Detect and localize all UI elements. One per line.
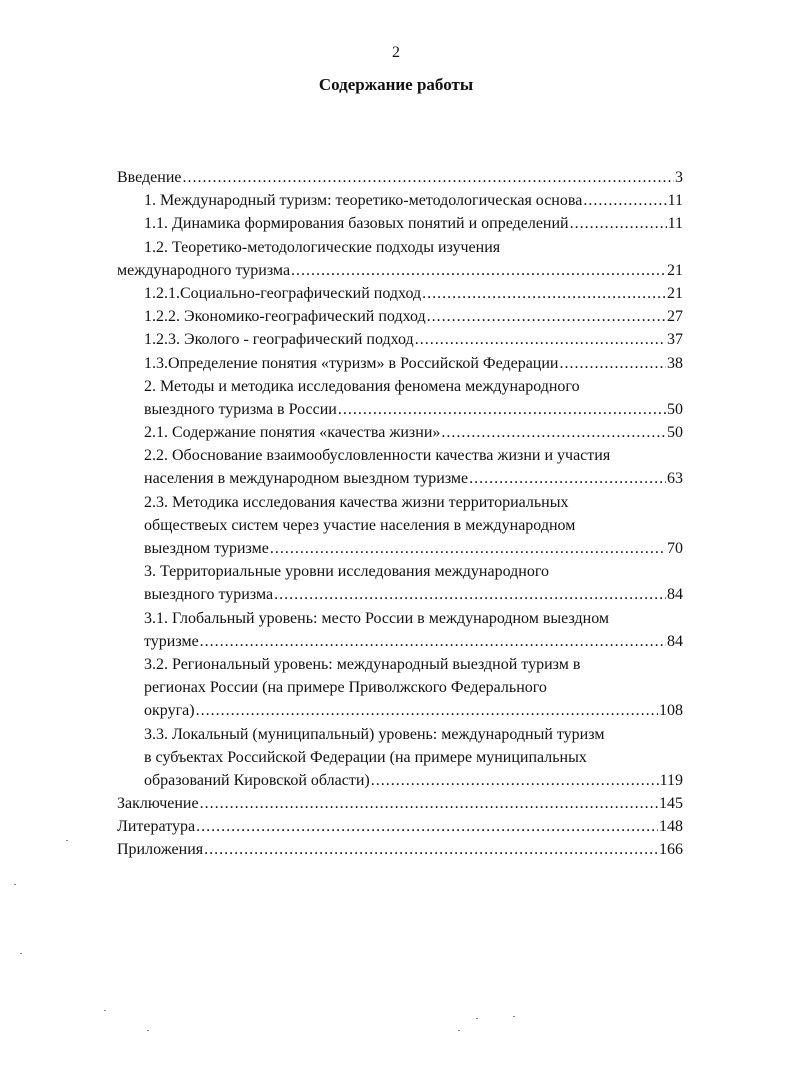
dot-leader xyxy=(560,352,667,375)
toc-entry-text: 2.2. Обоснование взаимообусловленности качества жизни и участия xyxy=(144,447,611,465)
dot-leader xyxy=(469,467,666,490)
scan-speck xyxy=(66,840,68,841)
toc-page-number: 50 xyxy=(667,424,683,442)
page-title: Содержание работы xyxy=(318,75,474,94)
toc-page-number: 145 xyxy=(659,795,683,813)
toc-page-number: 11 xyxy=(667,192,683,210)
toc-entry-text: округа) xyxy=(144,702,195,720)
scan-speck xyxy=(513,1016,515,1017)
toc-entry-text: Введение xyxy=(117,169,182,186)
toc-entry-text: выездного туризма в России xyxy=(144,400,337,418)
dot-leader xyxy=(570,212,667,235)
toc-page-number: 27 xyxy=(667,308,683,326)
dot-leader xyxy=(371,769,659,792)
toc-entry-line xyxy=(117,375,683,398)
toc-entry-line xyxy=(117,166,683,189)
toc-entry-text: 1.2.1.Социально-географический подход xyxy=(144,284,422,302)
toc-page-number: 70 xyxy=(667,540,683,557)
toc-entry-line xyxy=(117,491,683,514)
toc-entry-line xyxy=(117,305,683,328)
toc-entry-line xyxy=(117,746,683,769)
table-of-contents xyxy=(117,166,683,862)
toc-page-number: 21 xyxy=(667,261,683,279)
toc-entry-text: 1.3.Определение понятия «туризм» в Российской Федерации xyxy=(144,354,559,372)
scan-speck xyxy=(476,1018,478,1019)
toc-entry-text: 1.2.3. Эколого - географический подход xyxy=(144,331,414,349)
dot-leader xyxy=(200,792,658,815)
toc-entry-text: обществеых систем через участие населения в международном xyxy=(144,516,576,534)
toc-entry-line xyxy=(117,792,683,815)
toc-entry-line xyxy=(117,630,683,653)
toc-entry-line xyxy=(117,653,683,676)
toc-entry-text: 2.3. Методика исследования качества жизни территориальных xyxy=(144,493,569,511)
toc-entry-text: регионах России (на примере Приволжского Федерального xyxy=(144,679,547,697)
toc-entry-line xyxy=(117,282,683,305)
dot-leader xyxy=(274,583,666,606)
toc-entry-text: 2.1. Содержание понятия «качества жизни» xyxy=(144,424,441,442)
dot-leader xyxy=(338,398,666,421)
toc-entry-text: международного туризма xyxy=(117,261,291,279)
toc-page-number: 38 xyxy=(667,354,683,372)
toc-page-number: 84 xyxy=(667,632,683,650)
toc-page-number: 11 xyxy=(667,215,683,233)
toc-entry-line xyxy=(117,583,683,606)
toc-page-number: 119 xyxy=(659,771,683,789)
dot-leader xyxy=(270,537,666,560)
toc-entry-line xyxy=(117,723,683,746)
toc-entry-line xyxy=(117,699,683,722)
toc-entry-text: туризме xyxy=(144,632,199,650)
toc-entry-text: выездного туризма xyxy=(144,586,274,604)
toc-entry-line xyxy=(117,444,683,467)
toc-entry-line xyxy=(117,815,683,838)
scan-speck xyxy=(20,953,22,954)
toc-page-number: 3 xyxy=(675,169,683,186)
dot-leader xyxy=(427,305,666,328)
toc-entry-text: в субъектах Российской Федерации (на примере муниципальных xyxy=(144,748,587,766)
toc-entry-line xyxy=(117,259,683,282)
scan-speck xyxy=(104,1010,106,1011)
toc-entry-text: 2. Методы и методика исследования феномена международного xyxy=(144,377,580,395)
toc-entry-line xyxy=(117,607,683,630)
toc-page-number: 37 xyxy=(667,331,683,349)
toc-entry-text: 1.2.2. Экономико-географический подход xyxy=(144,308,426,326)
toc-page-number: 63 xyxy=(667,470,683,488)
toc-page-number: 148 xyxy=(659,818,683,836)
toc-entry-text: образований Кировской области) xyxy=(144,771,370,789)
scan-speck xyxy=(147,1030,149,1031)
toc-entry-line xyxy=(117,421,683,444)
scan-speck xyxy=(458,1030,460,1031)
toc-entry-text: населения в международном выездном туризме xyxy=(144,470,469,488)
dot-leader xyxy=(422,282,666,305)
dot-leader xyxy=(204,838,658,861)
scan-speck xyxy=(14,884,16,885)
dot-leader xyxy=(441,421,666,444)
dot-leader xyxy=(415,328,666,351)
dot-leader xyxy=(196,815,658,838)
toc-page-number: 166 xyxy=(659,841,683,859)
toc-entry-text: 3. Территориальные уровни исследования международного xyxy=(144,563,549,581)
toc-page-number: 84 xyxy=(667,586,683,604)
toc-entry-line xyxy=(117,352,683,375)
toc-entry-text: 3.1. Глобальный уровень: место России в международном выездном xyxy=(144,609,610,627)
toc-entry-line xyxy=(117,769,683,792)
toc-entry-text: 3.3. Локальный (муниципальный) уровень: международный туризм xyxy=(144,725,605,743)
toc-entry-text: 1. Международный туризм: теоретико-методологическая основа xyxy=(144,192,583,210)
toc-entry-text: Приложения xyxy=(117,841,204,859)
toc-entry-line xyxy=(117,189,683,212)
toc-entry-line xyxy=(117,212,683,235)
toc-entry-line xyxy=(117,236,683,259)
toc-entry-line xyxy=(117,838,683,861)
toc-page-number: 21 xyxy=(667,284,683,302)
toc-entry-line xyxy=(117,560,683,583)
toc-entry-text: Литература xyxy=(117,818,196,836)
dot-leader xyxy=(200,630,666,653)
dot-leader xyxy=(183,166,675,189)
toc-page-number: 50 xyxy=(667,400,683,418)
toc-entry-line xyxy=(117,514,683,537)
page-number: 2 xyxy=(392,44,400,61)
toc-entry-line xyxy=(117,398,683,421)
toc-entry-line xyxy=(117,467,683,490)
dot-leader xyxy=(196,699,658,722)
toc-entry-text: Заключение xyxy=(117,795,199,813)
toc-entry-line xyxy=(117,537,683,560)
toc-page-number: 108 xyxy=(659,702,683,720)
toc-entry-text: 3.2. Региональный уровень: международный выездной туризм в xyxy=(144,655,581,673)
toc-entry-line xyxy=(117,328,683,351)
toc-entry-text: 1.2. Теоретико-методологические подходы изучения xyxy=(144,238,501,256)
dot-leader xyxy=(583,189,666,212)
toc-entry-text: 1.1. Динамика формирования базовых понятий и определений xyxy=(144,215,569,233)
dot-leader xyxy=(291,259,666,282)
toc-entry-line xyxy=(117,676,683,699)
toc-entry-text: выездном туризме xyxy=(144,540,269,557)
